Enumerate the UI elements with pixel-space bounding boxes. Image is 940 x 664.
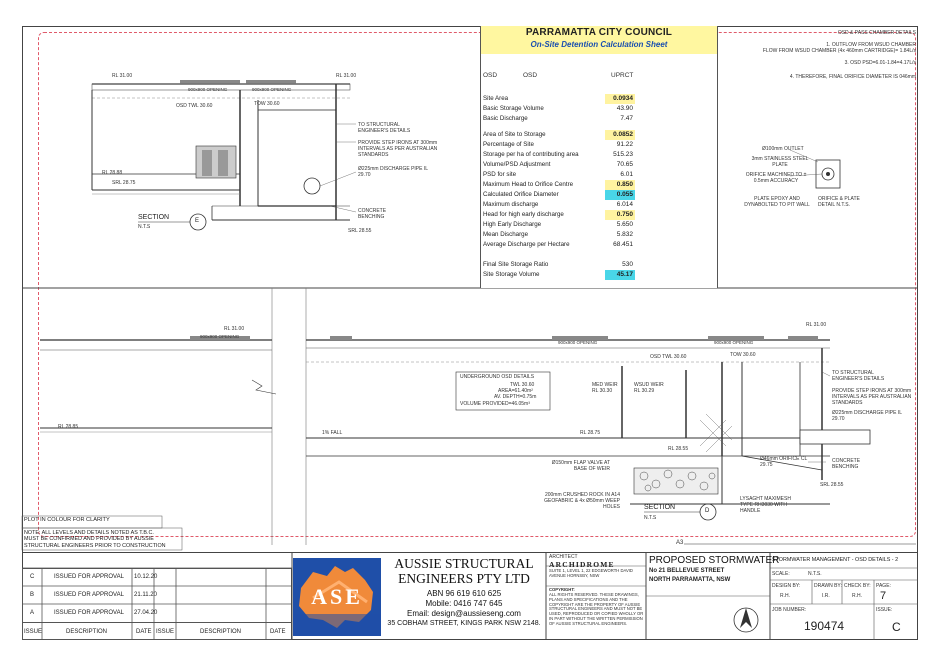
- company-email: Email: design@aussieseng.com: [407, 609, 521, 618]
- ug-box-twl: TWL 30.60: [510, 382, 535, 388]
- osd-note-3: 3. OSD PSD=6.01-1.84=4.17L/s: [844, 60, 916, 66]
- col-uprct: UPRCT: [611, 72, 634, 79]
- section-e-id: E: [195, 218, 200, 224]
- calc-row-value: 7.47: [620, 115, 633, 122]
- levels-note-line-2: MUST BE CONFIRMED AND PROVIDED BY AUSSIE: [24, 536, 154, 543]
- top-opening-a: 900x900 OPENING: [188, 87, 228, 92]
- plot-colour-note: PLOT IN COLOUR FOR CLARITY: [24, 517, 110, 523]
- calc-row-label: Site Area: [483, 95, 509, 102]
- rev-head-desc-2: DESCRIPTION: [200, 629, 242, 635]
- drawing-title: STORMWATER MANAGEMENT - OSD DETAILS - 2: [772, 557, 899, 563]
- architect-name: ARCHIDROME: [549, 560, 615, 569]
- job-number-label: JOB NUMBER:: [772, 607, 807, 613]
- rev-head-issue-2: ISSUE: [156, 629, 175, 635]
- rev-issue: C: [30, 574, 35, 580]
- section-d-id: D: [705, 508, 710, 514]
- calc-row-label: Site Storage Volume: [483, 271, 540, 278]
- company-abn: ABN 96 619 610 625: [426, 589, 502, 598]
- calc-row-label: PSD for site: [483, 171, 517, 178]
- section-d-scale: N.T.S: [644, 515, 657, 521]
- scale-value: N.T.S.: [808, 571, 822, 577]
- calc-row-label: Volume/PSD Adjustment: [483, 161, 551, 168]
- company-name: [384, 556, 544, 586]
- drawn-by-label: DRAWN BY:: [814, 583, 842, 589]
- calc-row-label: Maximum Head to Orifice Centre: [483, 181, 574, 188]
- bot-rl-mid2: RL 28.55: [668, 446, 689, 452]
- top-tow: TOW 30.60: [254, 101, 280, 107]
- project-address-1: No 21 BELLEVUE STREET: [649, 568, 725, 574]
- rev-head-date-2: DATE: [270, 629, 286, 635]
- section-e-scale: N.T.S: [138, 224, 151, 230]
- calc-row-label: Calculated Orifice Diameter: [483, 191, 559, 198]
- calc-row-label: Average Discharge per Hectare: [483, 241, 570, 248]
- levels-note-line-1: NOTE: ALL LEVELS AND DETAILS NOTED AS T.B.C.: [24, 530, 154, 536]
- top-rl-right: RL 31.00: [336, 73, 357, 79]
- architect-label: ARCHITECT: [549, 554, 578, 560]
- osd-notes-title: OSD & PASS CHAMBER DETAILS: [837, 30, 916, 36]
- med-weir-label: MED WEIR RL 30.30: [592, 382, 618, 394]
- rev-head-issue: ISSUE: [24, 629, 43, 635]
- company-contact: [384, 589, 544, 629]
- check-by-value: R.H.: [852, 593, 862, 599]
- top-note-step-irons: PROVIDE STEP IRONS AT 300mm INTERVALS AS PER AUSTRALIAN STANDARDS: [358, 140, 438, 158]
- company-name-line-1: AUSSIE STRUCTURAL: [394, 556, 534, 571]
- design-by-value: R.H.: [780, 593, 790, 599]
- rev-date: 10.12.20: [134, 574, 158, 580]
- osd-note-1: 1. OUTFLOW FROM WSUD CHAMBER: [826, 42, 916, 48]
- job-number-value: 190474: [804, 619, 845, 633]
- bot-opening-left: 900x900 OPENING: [200, 334, 240, 339]
- calc-row-label: Basic Storage Volume: [483, 105, 544, 112]
- calc-row-value: 5.832: [616, 231, 633, 238]
- rev-description: ISSUED FOR APPROVAL: [54, 610, 124, 616]
- bot-srl: SRL 28.55: [820, 482, 844, 488]
- bot-rl-mid: RL 28.75: [580, 430, 601, 436]
- ug-box-volume: VOLUME PROVIDED=46.05m³: [460, 401, 530, 407]
- plate-epoxy-label: PLATE EPOXY AND DYNABOLTED TO PIT WALL: [744, 196, 810, 208]
- levels-note-line-3: STRUCTURAL ENGINEERS PRIOR TO CONSTRUCTION: [24, 542, 166, 549]
- project-address-2: NORTH PARRAMATTA, NSW: [649, 577, 731, 583]
- top-srl-a: SRL 28.75: [112, 180, 136, 186]
- bot-fall: 1% FALL: [322, 430, 343, 436]
- bot-opening-right: 900x900 OPENING: [714, 340, 754, 345]
- calc-row-label: High Early Discharge: [483, 221, 542, 228]
- calc-row-label: Percentage of Site: [483, 141, 534, 148]
- page-label: PAGE:: [876, 583, 891, 589]
- calc-row-value: 43.90: [616, 105, 633, 112]
- bot-benching-label: CONCRETE BENCHING: [832, 458, 861, 470]
- osd-note-4: 4. THEREFORE, FINAL ORIFICE DIAMETER IS 046mm: [789, 74, 916, 80]
- crushed-rock-label: 200mm CRUSHED ROCK IN A14 GEOFABRIC & 4x Ø50mm WEEP HOLES: [544, 492, 620, 510]
- rev-description: ISSUED FOR APPROVAL: [54, 592, 124, 598]
- top-note-discharge-pipe: Ø225mm DISCHARGE PIPE IL 29.70: [358, 166, 428, 178]
- logo-text: ASE: [311, 584, 363, 609]
- calc-row-value: 68.451: [613, 241, 633, 248]
- calc-sheet-title: On-Site Detention Calculation Sheet: [530, 40, 668, 49]
- copyright-text: ALL RIGHTS RESERVED. THESE DRAWINGS, PLANS AND SPECIFICATIONS AND THE COPYRIGHT ARE THE PROPERTY OF AUSSIE STRUCTURAL ENGINEERS AND MUST NOT BE USED, REPRODUCED OR COPIED WHOLLY OR IN PART WITHOUT THE WRITTEN PERMISSION OF AUSSIE STRUCTURAL ENGINEERS.: [549, 592, 644, 626]
- top-note-benching: CONCRETE BENCHING: [358, 208, 387, 220]
- rev-date: 21.11.20: [134, 592, 157, 598]
- top-srl-b: SRL 28.55: [348, 228, 372, 234]
- ug-box-title: UNDERGROUND OSD DETAILS: [460, 374, 535, 380]
- calc-row-value: 515.23: [613, 151, 633, 158]
- bot-tow: TOW 30.60: [730, 352, 756, 358]
- issue-label: ISSUE:: [876, 607, 893, 613]
- bot-rl-left-low: RL 28.85: [58, 424, 79, 430]
- bot-note-step-irons: PROVIDE STEP IRONS AT 300mm INTERVALS AS PER AUSTRALIAN STANDARDS: [832, 388, 912, 406]
- ug-box-area: AREA=61.40m²: [498, 388, 533, 394]
- bot-rl-left: RL 31.00: [224, 326, 245, 332]
- orifice-label: Ø46mm ORIFICE CL 29.75: [760, 456, 808, 468]
- rev-head-date: DATE: [136, 629, 152, 635]
- calc-row-value: 0.0852: [605, 130, 635, 140]
- orifice-machined-label: ORIFICE MACHINED TO ± 0.5mm ACCURACY: [745, 172, 807, 184]
- flap-valve-label: Ø150mm FLAP VALVE AT BASE OF WEIR: [551, 460, 610, 472]
- calc-row-value: 70.65: [616, 161, 633, 168]
- maximesh-label: LYSAGHT MAXIMESH TYPE RH3030 WITH HANDLE: [740, 496, 791, 514]
- top-rl-left: RL 31.00: [112, 73, 133, 79]
- calc-row-value: 0.850: [605, 180, 635, 190]
- rev-head-desc: DESCRIPTION: [66, 629, 108, 635]
- bot-opening-mid: 900x900 OPENING: [558, 340, 598, 345]
- calc-row-value: 45.17: [605, 270, 635, 280]
- calc-row-value: 91.22: [616, 141, 633, 148]
- wsud-weir-label: WSUD WEIR RL 30.29: [634, 382, 664, 394]
- design-by-label: DESIGN BY:: [772, 583, 801, 589]
- osd-note-2: FLOW FROM WSUD CHAMBER (4x 460mm CARTRIDGE)= 1.84L/s: [762, 48, 916, 54]
- scale-label: SCALE:: [772, 571, 790, 577]
- sheet-size-a3: A3: [676, 540, 684, 546]
- col-osd-b: OSD: [523, 72, 538, 79]
- company-address: 35 COBHAM STREET, KINGS PARK NSW 2148.: [387, 620, 541, 627]
- calc-row-label: Mean Discharge: [483, 231, 529, 238]
- calc-row-value: 5.650: [616, 221, 633, 228]
- top-osd-twl: OSD TWL 30.60: [176, 103, 213, 109]
- check-by-label: CHECK BY:: [844, 583, 871, 589]
- calc-row-value: 530: [622, 261, 633, 268]
- section-e-label: SECTION: [138, 214, 170, 221]
- company-name-line-2: ENGINEERS PTY LTD: [398, 571, 530, 586]
- rev-description: ISSUED FOR APPROVAL: [54, 574, 124, 580]
- top-note-structural: TO STRUCTURAL ENGINEER'S DETAILS: [358, 122, 411, 134]
- calc-row-value: 6.01: [620, 171, 633, 178]
- copyright-title: COPYRIGHT:: [549, 587, 575, 592]
- bot-osd-twl: OSD TWL 30.60: [650, 354, 687, 360]
- rev-issue: A: [30, 610, 35, 616]
- calc-row-value: 6.014: [616, 201, 633, 208]
- calc-row-label: Area of Site to Storage: [483, 131, 546, 138]
- ase-logo: [293, 558, 381, 636]
- calc-row-value: 0.0934: [605, 94, 635, 104]
- orifice-outlet-label: Ø100mm OUTLET: [762, 146, 804, 152]
- page-value: 7: [880, 590, 887, 602]
- calc-row-label: Storage per ha of contributing area: [483, 151, 579, 158]
- calc-row-label: Head for high early discharge: [483, 211, 564, 218]
- bot-note-discharge-pipe: Ø225mm DISCHARGE PIPE IL 29.70: [832, 410, 902, 422]
- calc-row-label: Basic Discharge: [483, 115, 528, 122]
- issue-value: C: [892, 620, 901, 634]
- calc-row-label: Final Site Storage Ratio: [483, 261, 549, 268]
- calc-row-value: 0.055: [605, 190, 635, 200]
- architect-address: SUITE 1, LEVEL 1, 22 EDGEWORTH DAVID AVENUE HORNSBY, NSW: [549, 568, 633, 578]
- council-name: PARRAMATTA CITY COUNCIL: [525, 27, 673, 38]
- drawn-by-value: I.R.: [822, 593, 830, 599]
- col-osd-a: OSD: [483, 72, 498, 79]
- bot-note-structural: TO STRUCTURAL ENGINEER'S DETAILS: [832, 370, 885, 382]
- section-d-label: SECTION: [644, 504, 676, 511]
- calc-row-value: 0.750: [605, 210, 635, 220]
- project-title: PROPOSED STORMWATER: [649, 555, 780, 566]
- rev-issue: B: [30, 592, 35, 598]
- orifice-plate-label: 3mm STAINLESS STEEL PLATE: [751, 156, 809, 168]
- top-opening-b: 900x900 OPENING: [252, 87, 292, 92]
- company-mobile: Mobile: 0416 747 645: [425, 599, 503, 608]
- top-rl-mid: RL 28.88: [102, 170, 123, 176]
- orifice-detail-title: ORIFICE & PLATE DETAIL N.T.S.: [818, 196, 860, 208]
- ug-box-depth: AV. DEPTH=0.75m: [494, 394, 537, 400]
- calc-row-label: Maximum discharge: [483, 201, 539, 208]
- rev-date: 27.04.20: [134, 610, 158, 616]
- bot-rl-right: RL 31.00: [806, 322, 827, 328]
